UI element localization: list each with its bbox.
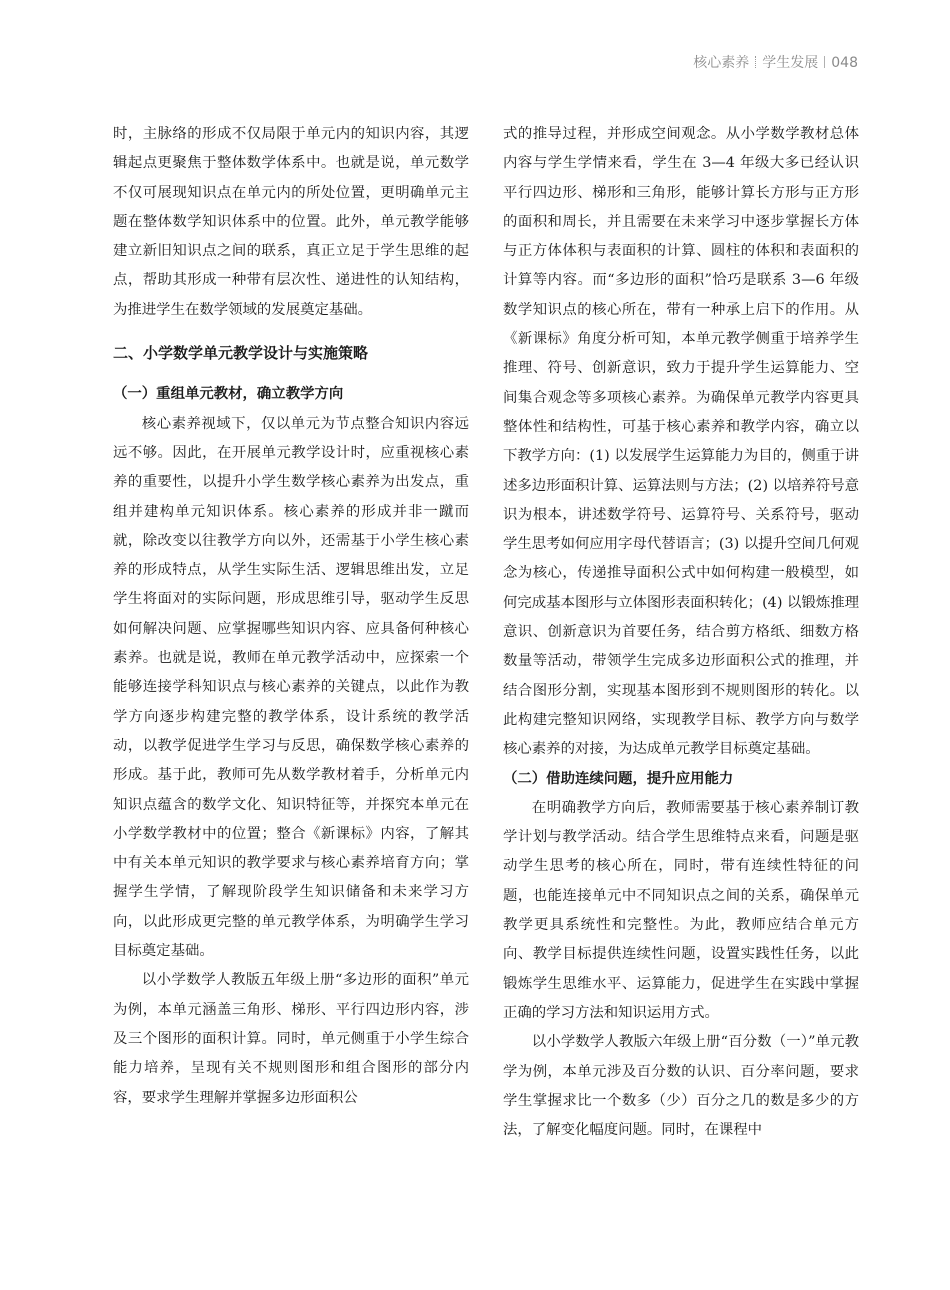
column-name: 学生发展 (762, 55, 819, 71)
subsection-heading: （一）重组单元教材，确立教学方向 (113, 386, 344, 403)
section-heading: 二、小学数学单元教学设计与实施策略 (113, 344, 369, 363)
journal-name: 核心素养 (693, 55, 750, 71)
paragraph: 以小学数学人教版六年级上册“百分数（一）”单元教学为例，本单元涉及百分数的认识、百分率问题，要求学生掌握求比一个数多（少）百分之几的数是多少的方法，了解变化幅度问题。同时，在课程中 (503, 1034, 859, 1139)
paragraph: 核心素养视域下，仅以单元为节点整合知识内容远远不够。因此，在开展单元教学设计时，应重视核心素养的重要性，以提升小学生数学核心素养为出发点，重组并建构单元知识体系。核心素养的形成并非一蹴而就，除改变以往教学方向以外，还需基于小学生核心素养的形成特点，从学生实际生活、逻辑思维出发，立足学生将面对的实际问题，形成思维引导，驱动学生反思如何解决问题、应掌握哪些知识内容、应具备何种核心素养。也就是说，教师在单元教学活动中，应探索一个能够连接学科知识点与核心素养的关键点，以此作为教学方向逐步构建完整的教学体系，设计系统的教学活动，以教学促进学生学习与反思，确保数学核心素养的形成。基于此，教师可先从数学教材着手，分析单元内知识点蕴含的数学文化、知识特征等，并探究本单元在小学数学教材中的位置；整合《新课标》内容，了解其中有关本单元知识的教学要求与核心素养培育方向；掌握学生学情，了解现阶段学生知识储备和未来学习方向，以此形成更完整的单元教学体系，为明确学生学习目标奠定基础。 (113, 415, 469, 960)
paragraph: 以小学数学人教版五年级上册“多边形的面积”单元为例，本单元涵盖三角形、梯形、平行四边形内容，涉及三个图形的面积计算。同时，单元侧重于小学生综合能力培养，呈现有关不规则图形和组合图形的部分内容，要求学生理解并掌握多边形面积公 (113, 972, 469, 1106)
paragraph: 时，主脉络的形成不仅局限于单元内的知识内容，其逻辑起点更聚焦于整体数学体系中。也就是说，单元数学不仅可展现知识点在单元内的所处位置，更明确单元主题在整体数学知识体系中的位置。此外，单元教学能够建立新旧知识点之间的联系，真正立足于学生思维的起点，帮助其形成一种带有层次性、递进性的认知结构，为推进学生在数学领域的发展奠定基础。 (113, 126, 469, 318)
page-number: 048 (831, 55, 858, 71)
right-column (503, 120, 859, 1145)
paragraph: 在明确教学方向后，教师需要基于核心素养制订教学计划与教学活动。结合学生思维特点来看，问题是驱动学生思考的核心所在，同时，带有连续性特征的问题，也能连接单元中不同知识点之间的关系，确保单元教学更具系统性和完整性。为此，教师应结合单元方向、教学目标提供连续性问题，设置实践性任务，以此锻炼学生思维水平、运算能力，促进学生在实践中掌握正确的学习方法和知识运用方式。 (503, 799, 859, 1021)
subsection-heading: （二）借助连续问题，提升应用能力 (503, 770, 734, 787)
running-header (693, 52, 858, 72)
header-divider (755, 56, 756, 68)
left-column (113, 120, 469, 1113)
paragraph: 式的推导过程，并形成空间观念。从小学数学教材总体内容与学生学情来看，学生在 3—4 年级大多已经认识平行四边形、梯形和三角形，能够计算长方形与正方形的面积和周长，并且需要在未来学习中逐步掌握长方体与正方体体积与表面积的计算、圆柱的体积和表面积的计算等内容。而“多边形的面积”恰巧是联系 3—6 年级数学知识点的核心所在，带有一种承上启下的作用。从《新课标》角度分析可知，本单元教学侧重于培养学生推理、符号、创新意识，致力于提升学生运算能力、空间集合观念等多项核心素养。为确保单元教学内容更具整体性和结构性，可基于核心素养和教学内容，确立以下教学方向：(1) 以发展学生运算能力为目的，侧重于讲述多边形面积计算、运算法则与方法；(2) 以培养符号意识为根本，讲述数学符号、运算符号、关系符号，驱动学生思考如何应用字母代替语言；(3) 以提升空间几何观念为核心，传递推导面积公式中如何构建一般模型，如何完成基本图形与立体图形表面积转化；(4) 以锻炼推理意识、创新意识为首要任务，结合剪方格纸、细数方格数量等活动，带领学生完成多边形面积公式的推理，并结合图形分割，实现基本图形到不规则图形的转化。以此构建完整知识网络，实现教学目标、教学方向与数学核心素养的对接，为达成单元教学目标奠定基础。 (503, 126, 859, 758)
header-divider (824, 56, 825, 68)
